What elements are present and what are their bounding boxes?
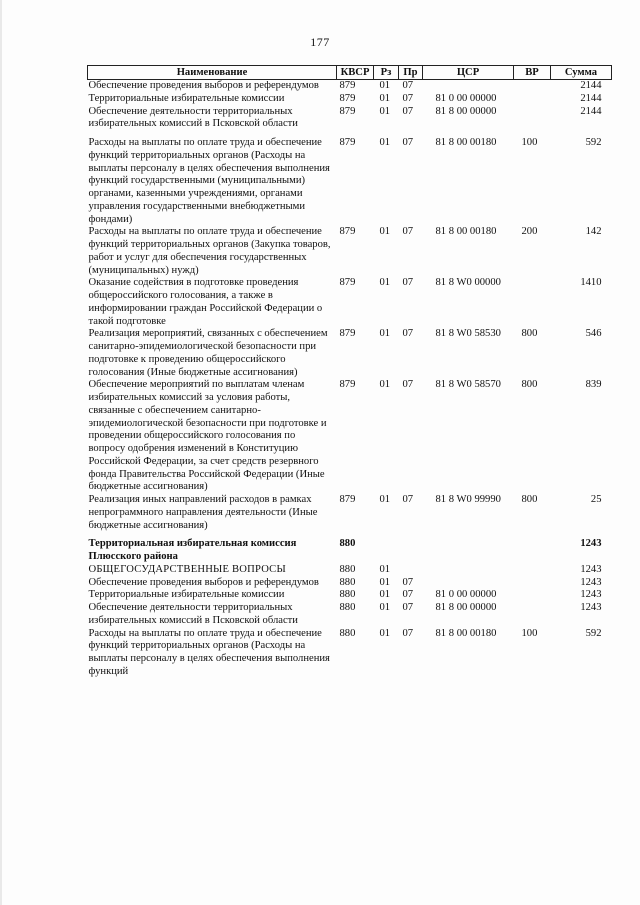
cell-vr xyxy=(514,577,551,590)
cell-vr xyxy=(514,564,551,577)
table-body xyxy=(88,80,612,679)
cell-name: Обеспечение проведения выборов и референдумов xyxy=(88,80,319,91)
budget-table xyxy=(87,65,612,679)
cell-csr: 81 8 00 00000 xyxy=(435,105,497,117)
cell-pr: 07 xyxy=(402,226,414,238)
header-csr: ЦСР xyxy=(423,66,514,80)
cell-sum: 1243 xyxy=(580,563,602,575)
cell-sum: 2144 xyxy=(580,80,602,91)
cell-kvsr: 879 xyxy=(339,137,356,148)
cell-name: Обеспечение мероприятий по выплатам членам избирательных комиссий за условия работы, связанные с обеспечением санитарно-эпидемиологической безопасности при подготовке и проведении общероссийского голосования по вопросу одобрения изменений в Конституцию Российской Федерации, за счет средств резервного фонда Правительства Российской Федерации (Иные бюджетные ассигнования) xyxy=(88,379,327,493)
cell-rz: 01 xyxy=(379,80,391,91)
cell-pr: 07 xyxy=(402,494,414,505)
cell-kvsr: 880 xyxy=(339,563,356,575)
cell-rz: 01 xyxy=(379,328,391,340)
page-number: 177 xyxy=(310,35,330,49)
cell-rz: 01 xyxy=(379,105,391,117)
cell-name: Оказание содействия в подготовке проведения общероссийского голосования, а также в информировании граждан Российской Федерации о такой подготовке xyxy=(88,277,323,327)
cell-kvsr: 879 xyxy=(339,379,356,391)
table-row xyxy=(88,532,612,564)
cell-csr: 81 8 00 00180 xyxy=(435,226,497,238)
table-row xyxy=(88,628,612,679)
cell-sum: 1410 xyxy=(580,277,602,289)
table-row xyxy=(88,93,612,106)
table-row xyxy=(88,106,612,132)
cell-csr: 81 8 00 00180 xyxy=(435,137,497,148)
cell-sum: 1243 xyxy=(580,538,602,550)
cell-csr: 81 8 W0 99990 xyxy=(435,494,501,505)
cell-sum: 25 xyxy=(590,494,602,505)
cell-csr: 81 8 00 00180 xyxy=(435,627,497,639)
cell-csr: 81 0 00 00000 xyxy=(435,92,497,104)
cell-vr xyxy=(514,589,551,602)
header-row xyxy=(88,66,612,80)
cell-sum: 546 xyxy=(585,328,602,340)
table-row xyxy=(88,589,612,602)
cell-csr: 81 8 W0 58570 xyxy=(435,379,501,391)
cell-vr: 200 xyxy=(521,226,538,238)
cell-rz: 01 xyxy=(379,137,391,148)
cell-name: Расходы на выплаты по оплате труда и обеспечение функций территориальных органов (Расходы на выплаты персоналу в целях обеспечения выполнения функций государственными (муниципальными) органами, казенными учреждениями, органами управления государственными внебюджетными фондами) xyxy=(88,137,330,225)
header-name: Наименование xyxy=(88,66,337,80)
cell-vr: 800 xyxy=(521,328,538,340)
cell-pr: 07 xyxy=(402,589,414,601)
cell-pr: 07 xyxy=(402,92,414,104)
cell-vr: 800 xyxy=(521,494,538,505)
table-row xyxy=(88,564,612,577)
cell-name: Реализация иных направлений расходов в рамках непрограммного направления деятельности (Иные бюджетные ассигнования) xyxy=(88,494,318,531)
cell-vr xyxy=(514,532,551,564)
cell-kvsr: 880 xyxy=(339,538,356,550)
cell-kvsr: 880 xyxy=(339,589,356,601)
table-row xyxy=(88,328,612,379)
cell-csr: 81 8 W0 00000 xyxy=(435,277,501,289)
cell-sum: 1243 xyxy=(580,589,602,601)
cell-pr xyxy=(399,532,423,564)
cell-csr: 81 0 00 00000 xyxy=(435,589,497,601)
cell-name: Обеспечение деятельности территориальных избирательных комиссий в Псковской области xyxy=(88,105,298,130)
cell-csr xyxy=(423,532,514,564)
cell-csr xyxy=(423,564,514,577)
cell-name: Расходы на выплаты по оплате труда и обеспечение функций территориальных органов (Расходы на выплаты персоналу в целях обеспечения выполнения функций xyxy=(88,627,330,677)
cell-sum: 1243 xyxy=(580,576,602,588)
cell-csr xyxy=(423,80,514,93)
cell-rz: 01 xyxy=(379,277,391,289)
table-row xyxy=(88,226,612,277)
cell-kvsr: 880 xyxy=(339,602,356,613)
cell-rz: 01 xyxy=(379,627,391,639)
table-row xyxy=(88,80,612,93)
cell-rz xyxy=(374,532,399,564)
cell-name: Обеспечение деятельности территориальных избирательных комиссий в Псковской области xyxy=(88,602,298,626)
header-kvsr: КВСР xyxy=(337,66,374,80)
cell-kvsr: 879 xyxy=(339,92,356,104)
cell-sum: 1243 xyxy=(580,602,602,613)
header-rz: Рз xyxy=(374,66,399,80)
cell-pr: 07 xyxy=(402,137,414,148)
cell-vr xyxy=(514,80,551,93)
cell-pr xyxy=(399,564,423,577)
cell-vr xyxy=(514,277,551,328)
cell-sum: 592 xyxy=(585,627,602,639)
cell-sum: 839 xyxy=(585,379,602,391)
cell-name: Реализация мероприятий, связанных с обеспечением санитарно-эпидемиологической безопасности при подготовке к проведению общероссийского голосования (Иные бюджетные ассигнования) xyxy=(88,328,328,378)
cell-rz: 01 xyxy=(379,226,391,238)
cell-name: Обеспечение проведения выборов и референдумов xyxy=(88,576,319,588)
cell-pr: 07 xyxy=(402,105,414,117)
cell-kvsr: 879 xyxy=(339,494,356,505)
cell-name: Расходы на выплаты по оплате труда и обеспечение функций территориальных органов (Закупка товаров, работ и услуг для обеспечения государственных (муниципальных) нужд) xyxy=(88,226,331,276)
table-row xyxy=(88,131,612,226)
cell-csr: 81 8 W0 58530 xyxy=(435,328,501,340)
cell-vr: 800 xyxy=(521,379,538,391)
cell-csr xyxy=(423,577,514,590)
cell-kvsr: 880 xyxy=(339,627,356,639)
cell-pr: 07 xyxy=(402,602,414,613)
cell-vr xyxy=(514,602,551,628)
header-pr: Пр xyxy=(399,66,423,80)
cell-kvsr: 879 xyxy=(339,328,356,340)
table-row xyxy=(88,577,612,590)
header-sum: Сумма xyxy=(551,66,612,80)
cell-rz: 01 xyxy=(379,92,391,104)
cell-name: Территориальная избирательная комиссия Плюсского района xyxy=(88,538,297,562)
cell-pr: 07 xyxy=(402,379,414,391)
cell-csr: 81 8 00 00000 xyxy=(435,602,497,613)
table-row xyxy=(88,277,612,328)
cell-rz: 01 xyxy=(379,602,391,613)
cell-kvsr: 879 xyxy=(339,226,356,238)
cell-pr: 07 xyxy=(402,627,414,639)
cell-pr: 07 xyxy=(402,277,414,289)
cell-kvsr: 879 xyxy=(339,277,356,289)
cell-sum: 2144 xyxy=(580,105,602,117)
cell-pr: 07 xyxy=(402,80,414,91)
scan-edge xyxy=(0,0,2,905)
cell-sum: 142 xyxy=(585,226,602,238)
cell-rz: 01 xyxy=(379,379,391,391)
cell-pr: 07 xyxy=(402,328,414,340)
cell-rz: 01 xyxy=(379,576,391,588)
cell-kvsr: 879 xyxy=(339,80,356,91)
cell-rz: 01 xyxy=(379,563,391,575)
cell-pr: 07 xyxy=(402,576,414,588)
cell-vr xyxy=(514,106,551,132)
cell-rz: 01 xyxy=(379,494,391,505)
cell-rz: 01 xyxy=(379,589,391,601)
cell-vr: 100 xyxy=(521,627,538,639)
cell-name: Территориальные избирательные комиссии xyxy=(88,92,285,104)
table-row xyxy=(88,602,612,628)
table-header xyxy=(88,66,612,80)
cell-vr: 100 xyxy=(521,137,538,148)
cell-kvsr: 880 xyxy=(339,576,356,588)
cell-name: Территориальные избирательные комиссии xyxy=(88,589,285,601)
cell-kvsr: 879 xyxy=(339,105,356,117)
header-vr: ВР xyxy=(514,66,551,80)
cell-vr xyxy=(514,93,551,106)
cell-name: ОБЩЕГОСУДАРСТВЕННЫЕ ВОПРОСЫ xyxy=(88,563,286,575)
cell-sum: 2144 xyxy=(580,92,602,104)
table-row xyxy=(88,379,612,494)
table-row xyxy=(88,494,612,532)
cell-sum: 592 xyxy=(585,137,602,148)
